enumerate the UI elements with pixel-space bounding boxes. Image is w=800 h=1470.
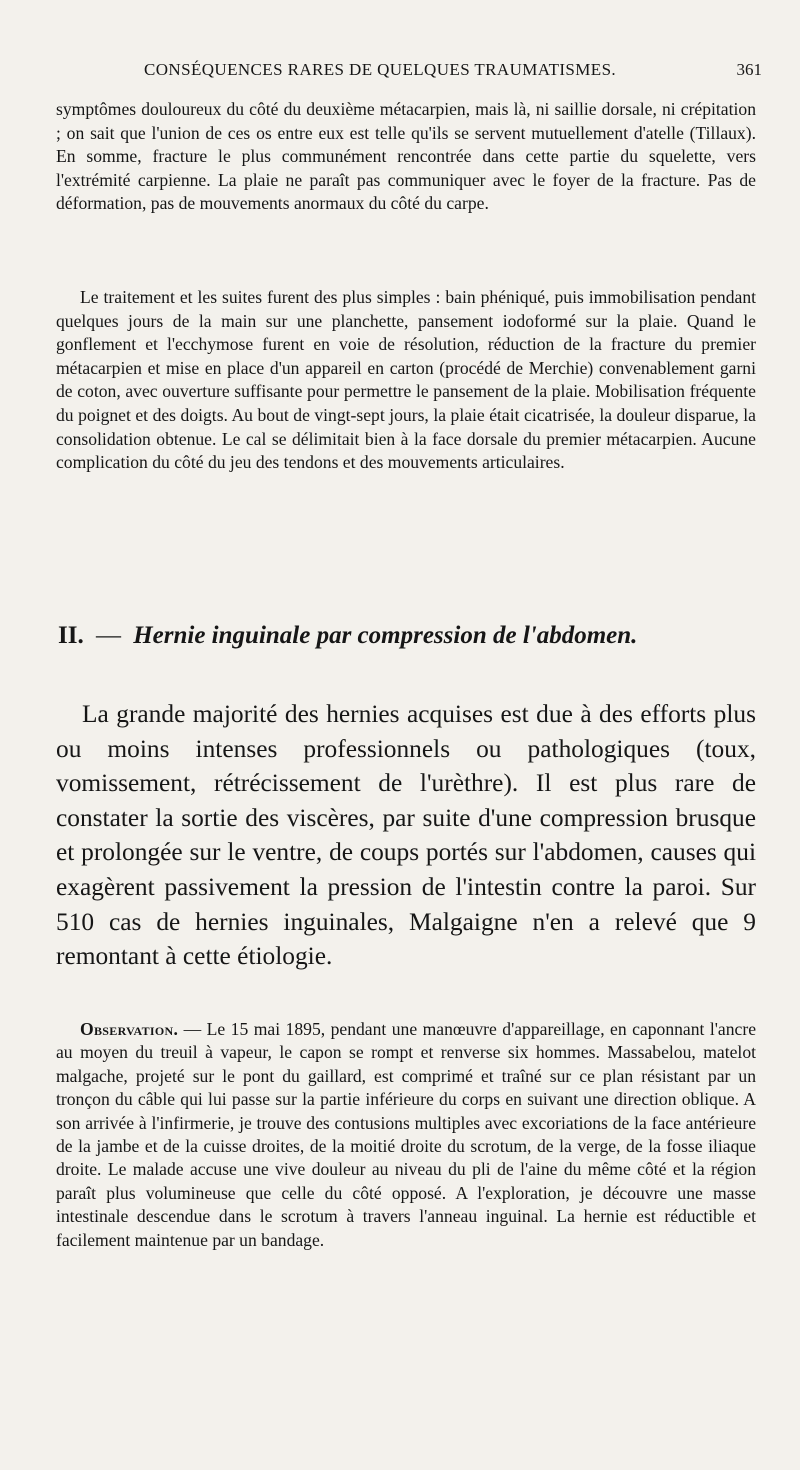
paragraph-continuation xyxy=(56,98,756,216)
observation-text: — Le 15 mai 1895, pendant une manœuvre d'appareillage, en caponnant l'ancre au moyen du treuil à vapeur, le capon se rompt et renverse six hommes. Massabelou, matelot malgache, projeté sur le pont du gaillard, est comprimé et traîné sur ce plan résistant par un tronçon du câble qui lui passe sur la partie inférieure du corps en suivant une direction oblique. A son arrivée à l'infirmerie, je trouve des contusions multiples avec excoriations de la face antérieure de la jambe et de la cuisse droites, de la moitié droite du scrotum, de la verge, de la fosse iliaque droite. Le malade accuse une vive douleur au niveau du pli de l'aine du même côté et la région paraît plus volumineuse que celle du côté opposé. A l'exploration, je découvre une masse intestinale descendue dans le scrotum à travers l'anneau inguinal. La hernie est réductible et facilement maintenue par un bandage. xyxy=(56,1019,756,1250)
observation-label: Observation. xyxy=(80,1019,179,1039)
observation-paragraph xyxy=(56,1018,756,1252)
section-title: Hernie inguinale par compression de l'abdomen. xyxy=(133,622,638,649)
observation-body xyxy=(56,1018,756,1252)
page-number: 361 xyxy=(736,60,762,79)
section-dash: — xyxy=(95,622,121,649)
running-title: CONSÉQUENCES RARES DE QUELQUES TRAUMATISMES. xyxy=(144,60,617,79)
section-number: II. xyxy=(58,622,84,649)
page-header xyxy=(56,60,768,90)
section-heading xyxy=(58,622,778,650)
paragraph-text: symptômes douloureux du côté du deuxième métacarpien, mais là, ni saillie dorsale, ni crépitation ; on sait que l'union de ces os entre eux est telle qu'ils se servent mutuellement d'atelle (Tillaux). En somme, fracture le plus communément rencontrée dans cette partie du squelette, vers l'extrémité carpienne. La plaie ne paraît pas communiquer avec le foyer de la fracture. Pas de déformation, pas de mouvements anormaux du côté du carpe. xyxy=(56,99,756,214)
intro-paragraph xyxy=(56,697,756,974)
paragraph-text: La grande majorité des hernies acquises est due à des efforts plus ou moins intenses professionnels ou pathologiques (toux, vomissement, rétrécissement de l'urèthre). Il est plus rare de constater la sortie des viscères, par suite d'une compression brusque et prolongée sur le ventre, de coups portés sur l'abdomen, causes qui exagèrent passivement la pression de l'intestin contre la paroi. Sur 510 cas de hernies inguinales, Malgaigne n'en a relevé que 9 remontant à cette étiologie. xyxy=(56,700,756,971)
paragraph-treatment xyxy=(56,286,756,475)
paragraph-text: Le traitement et les suites furent des plus simples : bain phéniqué, puis immobilisation pendant quelques jours de la main sur une planchette, pansement iodoformé sur la plaie. Quand le gonflement et l'ecchymose furent en voie de résolution, réduction de la fracture du premier métacarpien et mise en place d'un appareil en carton (procédé de Merchie) convenablement garni de coton, avec ouverture suffisante pour permettre le pansement de la plaie. Mobilisation fréquente du poignet et des doigts. Au bout de vingt-sept jours, la plaie était cicatrisée, la douleur disparue, la consolidation obtenue. Le cal se délimitait bien à la face dorsale du premier métacarpien. Aucune complication du côté du jeu des tendons et des mouvements articulaires. xyxy=(56,287,756,473)
